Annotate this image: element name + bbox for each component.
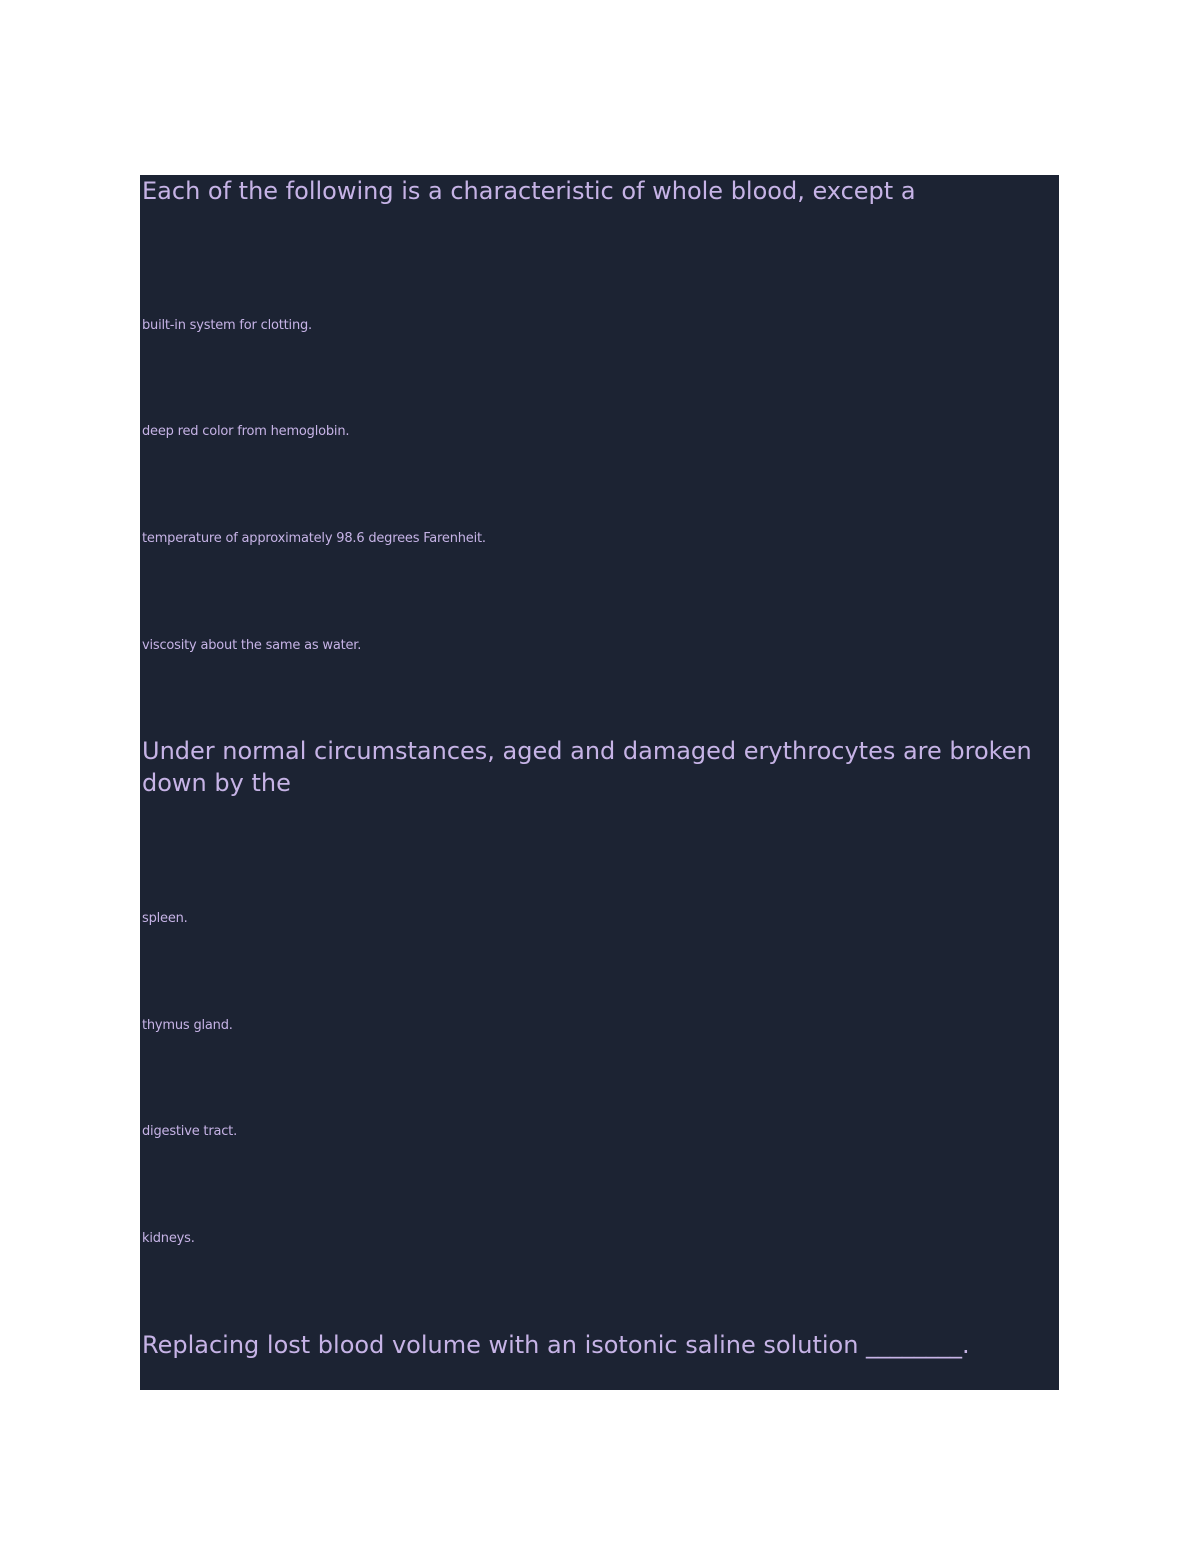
- question-1-option-2[interactable]: deep red color from hemoglobin.: [142, 424, 350, 439]
- quiz-panel: [140, 175, 1059, 1390]
- question-1-option-1[interactable]: built-in system for clotting.: [142, 318, 312, 333]
- question-2-text: Under normal circumstances, aged and damaged erythrocytes are broken down by the: [142, 737, 1040, 797]
- question-1-option-3[interactable]: temperature of approximately 98.6 degrees Farenheit.: [142, 531, 486, 546]
- question-2-option-4[interactable]: kidneys.: [142, 1231, 195, 1246]
- question-1-option-4[interactable]: viscosity about the same as water.: [142, 638, 362, 653]
- question-2-option-1[interactable]: spleen.: [142, 911, 188, 926]
- question-2-option-2[interactable]: thymus gland.: [142, 1018, 233, 1033]
- question-3-text: Replacing lost blood volume with an isotonic saline solution ________.: [142, 1331, 970, 1359]
- question-2-option-3[interactable]: digestive tract.: [142, 1124, 238, 1139]
- question-1-text: Each of the following is a characteristic of whole blood, except a: [142, 177, 916, 205]
